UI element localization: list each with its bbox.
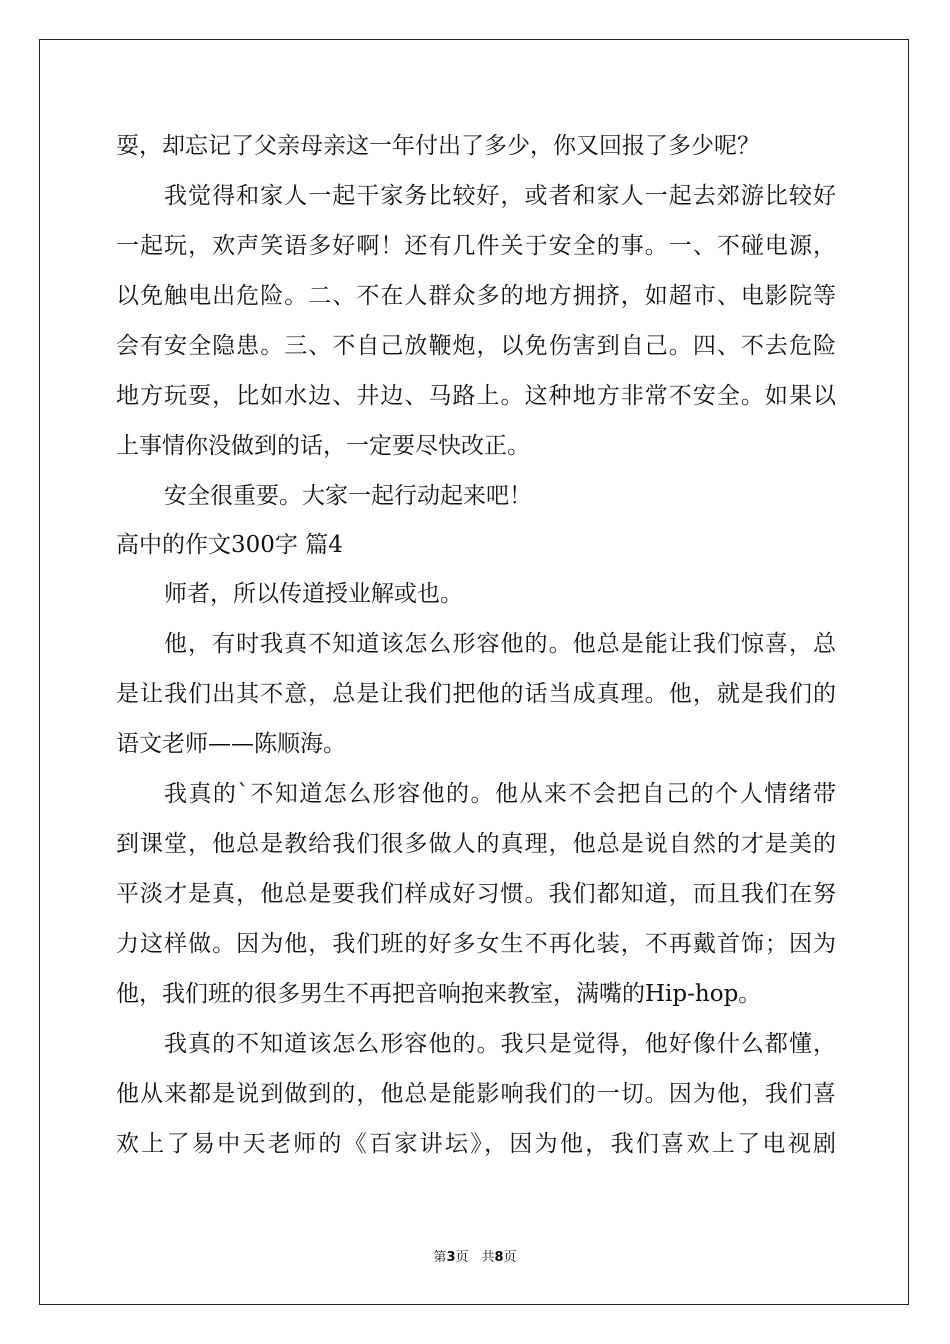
paragraph-line: 地方玩耍，比如水边、井边、马路上。这种地方非常不安全。如果以 <box>116 383 836 409</box>
footer-mid: 页 共 <box>455 1250 495 1265</box>
paragraph-line: 到课堂，他总是教给我们很多做人的真理，他总是说自然的才是美的 <box>116 831 836 857</box>
paragraph-line: 耍，却忘记了父亲母亲这一年付出了多少，你又回报了多少呢？ <box>116 133 760 159</box>
footer-prefix: 第 <box>433 1250 447 1265</box>
paragraph-line: 平淡才是真，他总是要我们样成好习惯。我们都知道，而且我们在努 <box>116 881 836 907</box>
document-body <box>116 121 836 1169</box>
section-heading: 高中的作文300字 篇4 <box>116 532 343 558</box>
total-pages: 8 <box>494 1250 504 1265</box>
footer-suffix: 页 <box>503 1250 517 1265</box>
paragraph-line: 他从来都是说到做到的，他总是能影响我们的一切。因为他，我们喜 <box>116 1081 836 1107</box>
paragraph-line: 一起玩，欢声笑语多好啊！还有几件关于安全的事。一、不碰电源， <box>116 233 836 259</box>
page-number: 3 <box>446 1250 456 1265</box>
paragraph-line: 我真的`不知道怎么形容他的。他从来不会把自己的个人情绪带 <box>164 781 836 807</box>
paragraph-line: 安全很重要。大家一起行动起来吧！ <box>164 483 532 509</box>
paragraph-line: 欢上了易中天老师的《百家讲坛》，因为他，我们喜欢上了电视剧 <box>116 1131 836 1157</box>
paragraph-line: 是让我们出其不意，总是让我们把他的话当成真理。他，就是我们的 <box>116 681 836 707</box>
paragraph-line: 师者，所以传道授业解或也。 <box>164 581 463 607</box>
paragraph-line: 以免触电出危险。二、不在人群众多的地方拥挤，如超市、电影院等 <box>116 283 836 309</box>
paragraph-line: 我真的不知道该怎么形容他的。我只是觉得，他好像什么都懂， <box>164 1031 836 1057</box>
paragraph-line: 我觉得和家人一起干家务比较好，或者和家人一起去郊游比较好 <box>164 183 836 209</box>
paragraph-line: 他，有时我真不知道该怎么形容他的。他总是能让我们惊喜，总 <box>164 631 836 657</box>
paragraph-line: 他，我们班的很多男生不再把音响抱来教室，满嘴的Hip-hop。 <box>116 981 762 1007</box>
page-footer <box>0 1246 950 1265</box>
paragraph-line: 会有安全隐患。三、不自己放鞭炮，以免伤害到自己。四、不去危险 <box>116 333 836 359</box>
paragraph-line: 力这样做。因为他，我们班的好多女生不再化装，不再戴首饰；因为 <box>116 931 836 957</box>
paragraph-line: 上事情你没做到的话，一定要尽快改正。 <box>116 433 530 459</box>
paragraph-line: 语文老师——陈顺海。 <box>116 731 346 757</box>
